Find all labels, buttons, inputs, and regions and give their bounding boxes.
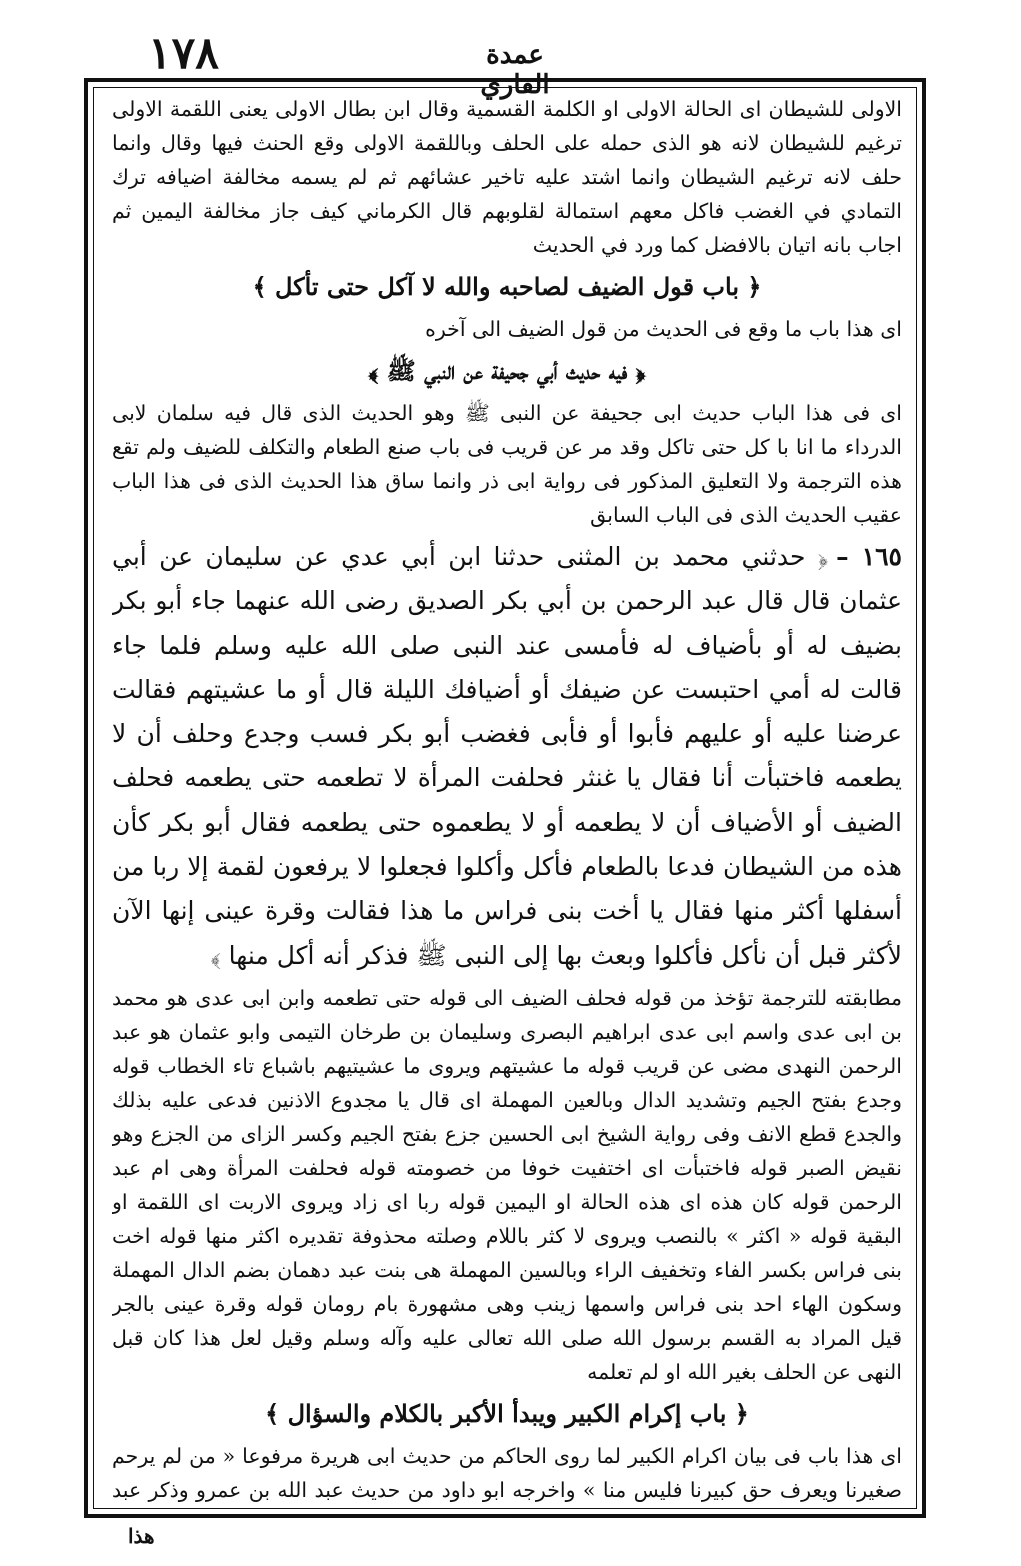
chapter-heading-1: ﴿ باب قول الضيف لصاحبه والله لا آكل حتى تأكل ﴾ xyxy=(252,272,762,301)
commentary-paragraph-4: مطابقته للترجمة تؤخذ من قوله فحلف الضيف الى قوله حتى تطعمه وابن ابى عدى هو محمد بن ابى عدى واسم ابى عدى ابراهيم البصرى وسليمان بن طرخان التيمى وابو عثمان هو عبد الرحمن النهدى مضى عن قريب قوله ما عشيتهم ويروى ما عشيتيهم باشباع تاء الخطاب قوله وجدع بفتح الجيم وتشديد الدال وبالعين المهملة اى قال يا مجدوع الاذنين فدعى عليه بذلك والجدع قطع الانف وفى رواية الشيخ ابى الحسين جزع بفتح الجيم وكسر الزاى من الجزع وهو نقيض الصبر قوله فاختبأت اى اختفيت خوفا من خصومته قوله فحلفت المرأة وهى ام عبد الرحمن قوله كان هذه اى هذه الحالة او اليمين قوله ربا اى زاد ويروى الاربت اى اللقمة او البقية قوله « اكثر » بالنصب ويروى لا كثر باللام وصلته محذوفة تقديره اكثر منها قوله اخت بنى فراس بكسر الفاء وتخفيف الراء وبالسين المهملة هى بنت عبد دهمان بضم الدال المهملة وسكون الهاء احد بنى فراس واسمها زينب وهى مشهورة بام رومان قوله وقرة عينى بالجر قيل المراد به القسم برسول الله صلى الله تعالى عليه وآله وسلم وقيل لعل هذا كان قبل النهى عن الحلف بغير الله او لم تعلمه xyxy=(112,985,902,1384)
chapter-heading-3: ﴿ باب إكرام الكبير ويبدأ الأكبر بالكلام والسؤال ﴾ xyxy=(265,1398,749,1428)
running-title: عمدة القاري xyxy=(480,40,550,100)
commentary-paragraph-5: اى هذا باب فى بيان اكرام الكبير لما روى الحاكم من حديث ابى هريرة مرفوعا « من لم يرحم صغيرنا ويعرف حق كبيرنا فليس منا » واخرجه ابو داود من حديث عبد الله بن عمرو وذكر عبد xyxy=(112,1443,902,1502)
chapter-heading-2: ﴿ فيه حديث أبي جحيفة عن النبي ﷺ ﴾ xyxy=(368,356,646,385)
hadith-text: ﴿ حدثني محمد بن المثنى حدثنا ابن أبي عدي عن سليمان عن أبي عثمان قال قال عبد الرحمن بن أبي بكر الصديق رضى الله عنهما جاء أبو بكر بضيف له أو بأضياف له فأمسى عند النبى صلى الله عليه وسلم فلما جاء قالت له أمي احتبست عن ضيفك أو أضيافك الليلة قال أو ما عشيتهم فقالت عرضنا عليه أو عليهم فأبوا أو فأبى فغضب أبو بكر فسب وجدع وحلف أن لا يطعمه فاختبأت أنا فقال يا غنثر فحلفت المرأة لا تطعمه حتى يطعمه فحلف الضيف أو الأضياف أن لا يطعمه أو لا يطعموه حتى يطعمه فقال أبو بكر كأن هذه من الشيطان فدعا بالطعام فأكل وأكلوا فجعلوا لا يرفعون لقمة إلا ربا من أسفلها أكثر منها فقال يا أخت بنى فراس ما هذا فقالت وقرة عينى إنها الآن لأكثر قبل أن نأكل فأكلوا وبعث بها إلى النبى ﷺ فذكر أنه أكل منها ﴾ xyxy=(112,542,902,970)
page-number: ١٧٨ xyxy=(148,28,219,79)
hadith-block xyxy=(112,535,902,978)
commentary-paragraph-2: اى هذا باب ما وقع فى الحديث من قول الضيف الى آخره xyxy=(425,317,902,341)
hadith-paragraph xyxy=(112,535,902,978)
commentary-paragraph-3: اى فى هذا الباب حديث ابى جحيفة عن النبى ﷺ وهو الحديث الذى قال فيه سلمان لابى الدرداء ما انا با كل حتى تاكل وقد مر عن قريب فى باب صنع الطعام والتكلف للضيف ولم تقع هذه الترجمة ولا التعليق المذكور فى رواية ابى ذر وانما ساق هذا الحديث الذى فى هذا الباب عقيب الحديث الذى فى الباب السابق xyxy=(112,401,902,527)
hadith-number: ١٦٥ – xyxy=(836,542,902,571)
body-text xyxy=(112,92,902,1502)
catchword: هذا xyxy=(128,1524,155,1548)
commentary-paragraph-1: الاولى للشيطان اى الحالة الاولى او الكلمة القسمية وقال ابن بطال الاولى يعنى اللقمة الاولى ترغيم للشيطان لانه هو الذى حمله على الحلف وباللقمة الاولى وقع الحنث فيها وقال وانما حلف لانه ترغيم الشيطان وانما اشتد عليه تاخير عشائهم ثم لم يسمه مخالفة اضيافه ترك التمادي في الغضب فاكل معهم استمالة لقلوبهم قال الكرماني كيف جاز مخالفة اليمين ثم اجاب بانه اتيان بالافضل كما ورد في الحديث xyxy=(112,97,902,257)
